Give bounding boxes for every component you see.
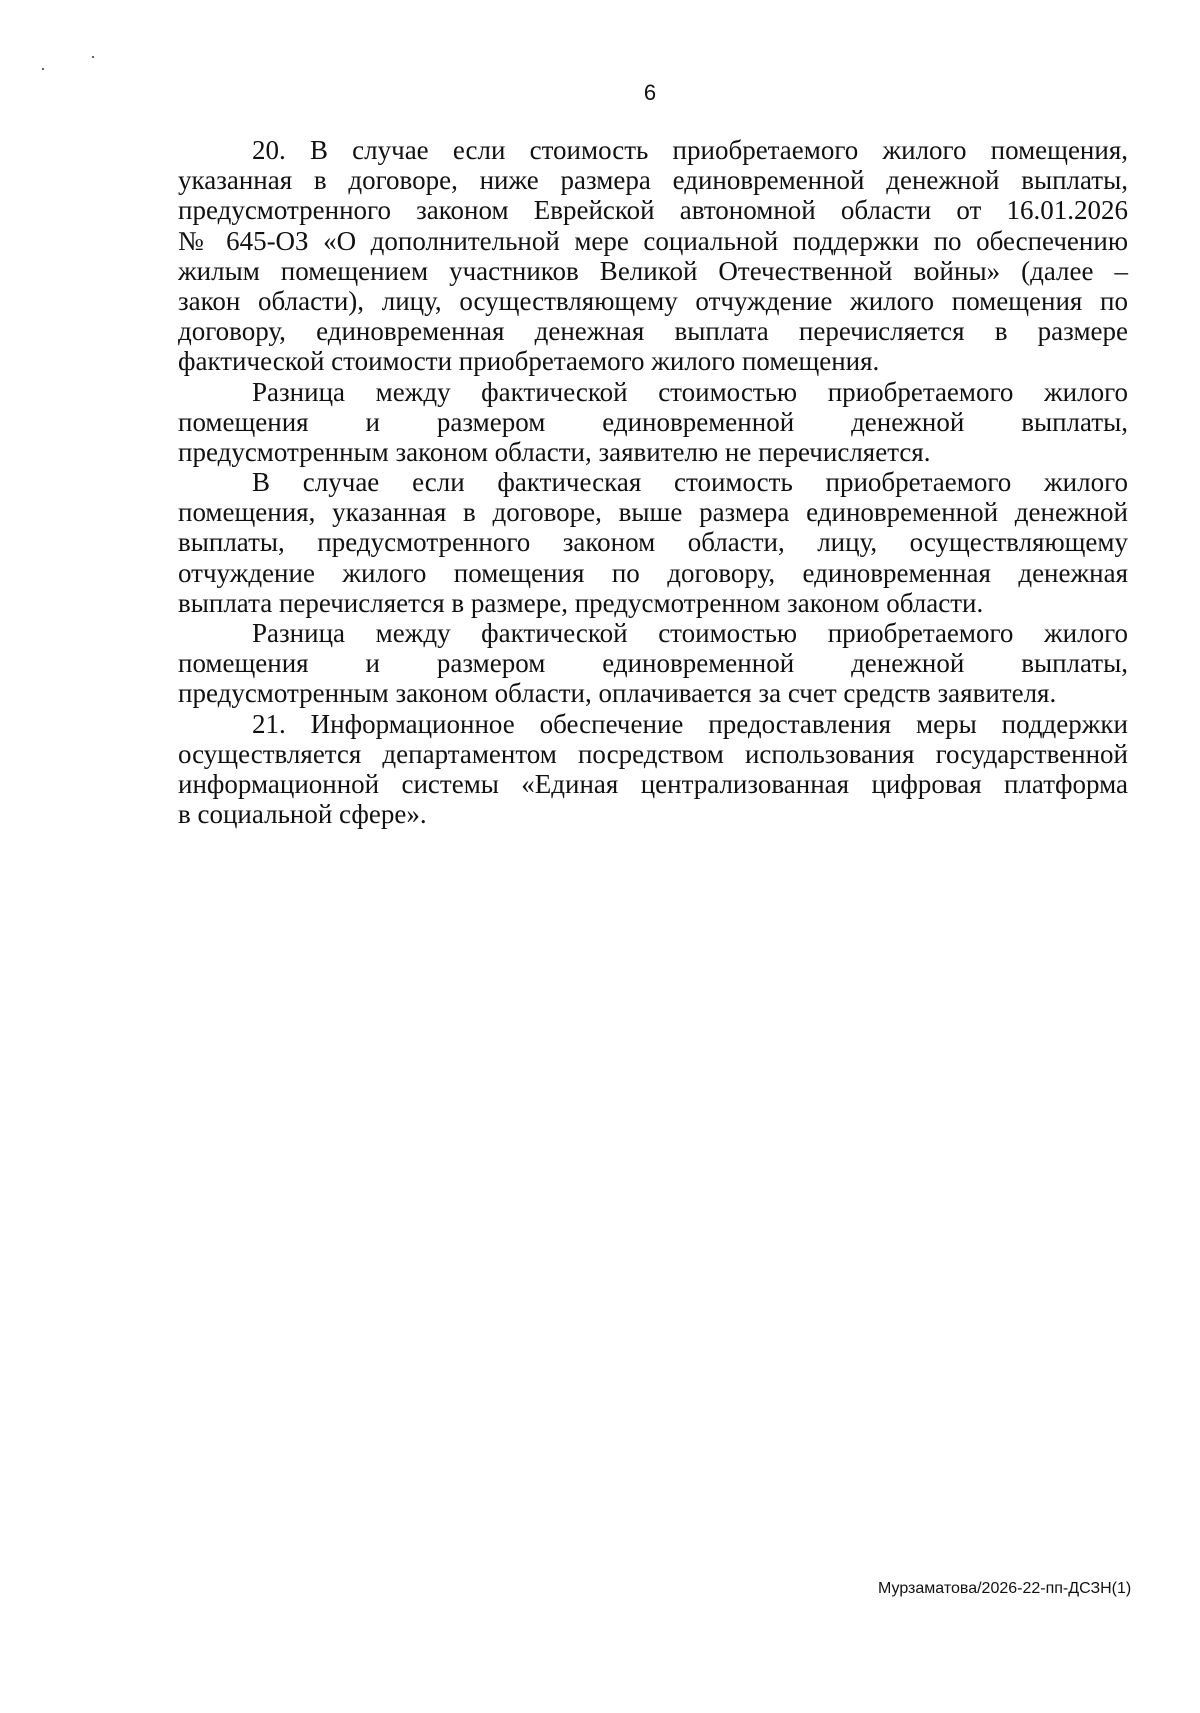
text-line: осуществляется департаментом посредством использования государственной: [178, 738, 1128, 769]
text-line: предусмотренным законом области, оплачивается за счет средств заявителя.: [178, 678, 1057, 709]
text-line: жилым помещением участников Великой Отечественной войны» (далее –: [178, 255, 1128, 286]
text-line: Разница между фактической стоимостью приобретаемого жилого: [252, 376, 1128, 407]
scan-speck: [42, 68, 44, 70]
text-line: В случае если фактическая стоимость приобретаемого жилого: [252, 467, 1128, 498]
paragraph: [178, 467, 1128, 618]
document-body: [178, 135, 1128, 829]
text-line: 20. В случае если стоимость приобретаемого жилого помещения,: [252, 135, 1128, 165]
document-footer-code: Мурзаматова/2026-22-пп-ДСЗН(1): [878, 1580, 1132, 1597]
paragraph: [178, 618, 1128, 709]
text-line: помещения, указанная в договоре, выше размера единовременной денежной: [178, 497, 1128, 528]
text-line: отчуждение жилого помещения по договору, единовременная денежная: [178, 557, 1128, 588]
text-line: № 645-ОЗ «О дополнительной мере социальной поддержки по обеспечению: [178, 225, 1128, 256]
text-line: выплата перечисляется в размере, предусмотренном законом области.: [178, 587, 984, 618]
paragraph: [178, 135, 1128, 377]
text-line: закон области), лицу, осуществляющему отчуждение жилого помещения по: [178, 285, 1128, 316]
text-line: Разница между фактической стоимостью приобретаемого жилого: [252, 618, 1128, 648]
text-line: информационной системы «Единая централизованная цифровая платформа: [178, 768, 1128, 799]
text-line: фактической стоимости приобретаемого жилого помещения.: [178, 346, 880, 377]
text-line: помещения и размером единовременной денежной выплаты,: [178, 406, 1128, 437]
text-line: предусмотренным законом области, заявителю не перечисляется.: [178, 436, 931, 467]
page-number: 6: [643, 80, 657, 105]
paragraph: [178, 377, 1128, 468]
text-line: помещения и размером единовременной денежной выплаты,: [178, 648, 1128, 679]
text-line: договору, единовременная денежная выплата перечисляется в размере: [178, 316, 1128, 347]
text-line: выплаты, предусмотренного законом области, лицу, осуществляющему: [178, 527, 1128, 558]
text-line: в социальной сфере».: [178, 799, 427, 830]
scan-speck: [92, 56, 94, 58]
paragraph: [178, 709, 1128, 830]
text-line: указанная в договоре, ниже размера единовременной денежной выплаты,: [178, 165, 1128, 196]
text-line: предусмотренного законом Еврейской автономной области от 16.01.2026: [178, 195, 1128, 226]
text-line: 21. Информационное обеспечение предоставления меры поддержки: [252, 708, 1128, 739]
